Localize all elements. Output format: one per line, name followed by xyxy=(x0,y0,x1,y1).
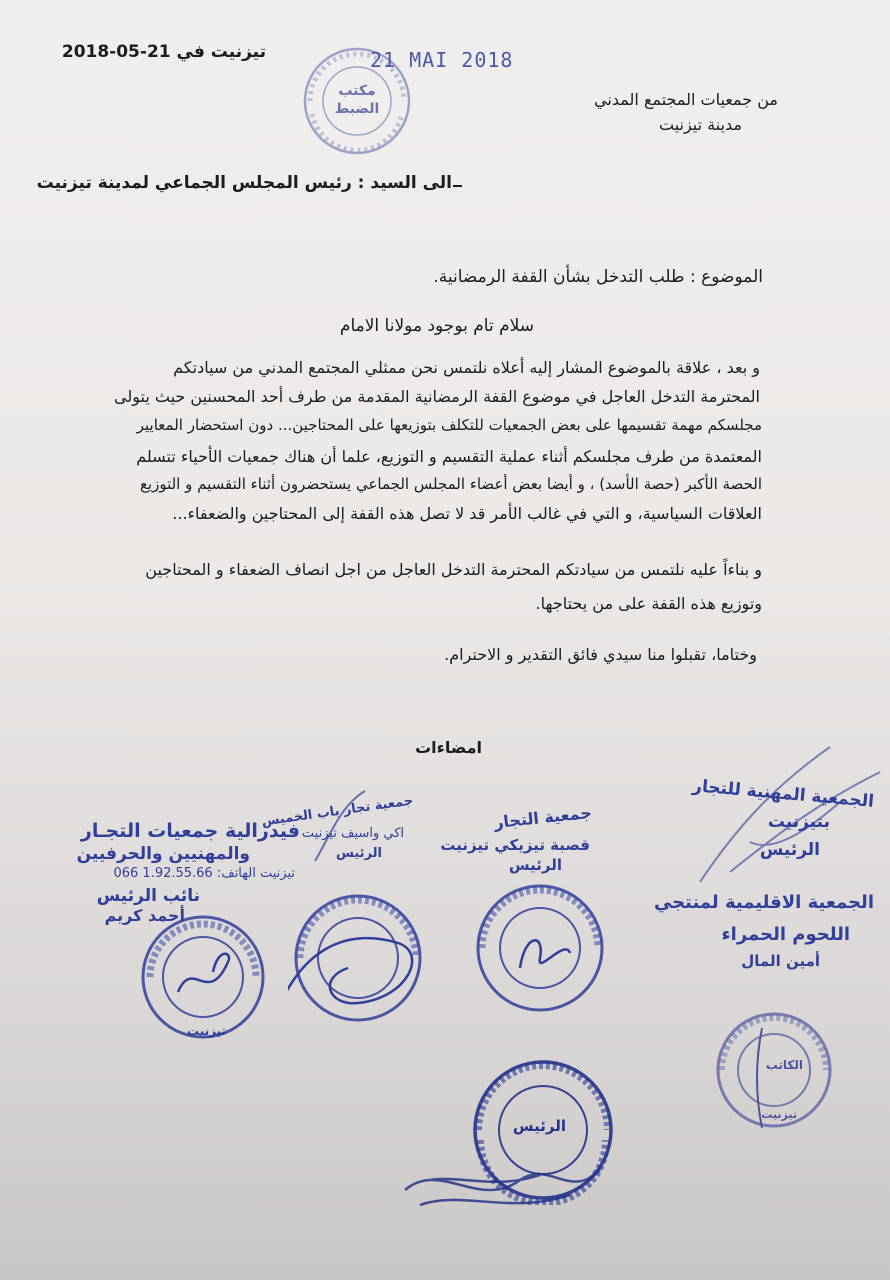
body-line: و بعد ، علاقة بالموضوع المشار إليه أعلاه نلتمس نحن ممثلي المجتمع المدني من سيادتكم xyxy=(173,358,760,377)
traders-qasba-name-2: قصبة تيزيكي تيزنيت xyxy=(440,836,590,854)
seal-secretary-city: تيزنيت xyxy=(761,1108,797,1121)
recipient-text: الى السيد : رئيس المجلس الجماعي لمدينة تيزنيت xyxy=(36,173,452,193)
subject-line: الموضوع : طلب التدخل بشأن القفة الرمضانية. xyxy=(433,267,763,287)
professional-name-2: بتيزنيت xyxy=(767,812,830,832)
traders-qasba-role: الرئيس xyxy=(508,856,562,874)
traders-bab-name-1: جمعية تجار باب الخميس xyxy=(260,793,415,830)
traders-bab-name-2: اكي واسيف تيزنيت xyxy=(301,826,404,841)
round-seal-icon xyxy=(138,912,268,1042)
closing-line: وختاما، تقبلوا منا سيدي فائق التقدير و الاحترام. xyxy=(444,645,757,664)
federation-phone: 066 1.92.55.66 :تيزنيت الهاتف xyxy=(113,866,295,881)
greeting-line: سلام تام بوجود مولانا الامام xyxy=(339,316,534,336)
seal-federation xyxy=(138,912,268,1042)
meat-name-2: اللحوم الحمراء xyxy=(721,924,850,945)
round-seal-icon xyxy=(288,888,428,1028)
signature-scribble-icon xyxy=(310,786,380,866)
federation-name-2: والمهنيين والحرفيين xyxy=(76,844,250,864)
body-line: المعتمدة من طرف مجلسكم أثناء عملية التقسيم و التوزيع، علما أن هناك جمعيات الأحياء تتسلم xyxy=(136,447,762,466)
received-stamp-date: 21 MAI 2018 xyxy=(370,48,514,72)
date-value: 2018-05-21 xyxy=(61,42,171,62)
signature-scribble-icon xyxy=(400,1120,630,1230)
seal-federation-city: تيزنيت xyxy=(187,1024,226,1038)
seal-secretary xyxy=(712,1008,837,1133)
meat-name-1: الجمعية الاقليمية لمنتجي xyxy=(653,892,874,913)
seal-traders-bab xyxy=(288,888,428,1028)
traders-bab-role: الرئيس xyxy=(336,846,382,861)
recipient-dash xyxy=(453,185,462,187)
body-line: العلاقات السياسية، و التي في غالب الأمر قد لا تصل هذه القفة إلى المحتاجين والضعفاء... xyxy=(172,504,762,523)
signature-scribble-icon xyxy=(690,742,890,892)
received-stamp-text: مكتب الضبط xyxy=(334,83,380,117)
body-line: المحترمة التدخل العاجل في موضوع القفة الرمضانية المقدمة من طرف أحد المحسنين حيث يتولى xyxy=(114,387,760,406)
date-line xyxy=(62,42,266,62)
seal-traders-qasba xyxy=(470,878,610,1018)
request-line: و بناءاً عليه نلتمس من سيادتكم المحترمة التدخل العاجل من اجل انصاف الضعفاء و المحتاجين xyxy=(145,560,762,579)
meat-role: أمين المال xyxy=(741,952,820,970)
federation-person: أحمد كريم xyxy=(104,906,185,925)
traders-qasba-name-1: جمعية التجار xyxy=(493,802,593,833)
round-seal-icon xyxy=(470,878,610,1018)
seal-president-role: الرئيس xyxy=(512,1117,566,1135)
signatures-title: امضاءات xyxy=(415,738,482,757)
federation-role: نائب الرئيس xyxy=(96,886,200,906)
body-line: مجلسكم مهمة تقسيمها على بعض الجمعيات للتكلف بتوزيعها على المحتاجين... دون استحضار المعايير xyxy=(136,416,762,434)
from-line-1: من جمعيات المجتمع المدني xyxy=(594,90,778,109)
professional-role: الرئيس xyxy=(759,840,820,860)
seal-secretary-role: الكاتب xyxy=(765,1058,803,1072)
date-prefix: تيزنيت في xyxy=(176,42,266,62)
request-line: وتوزيع هذه القفة على من يحتاجها. xyxy=(535,594,762,613)
from-line-2: مدينة تيزنيت xyxy=(658,115,742,134)
professional-name-1: الجمعية المهنية للتجار xyxy=(691,776,875,812)
federation-name-1: فيدرالية جمعيات التجـار xyxy=(80,820,300,842)
body-line: الحصة الأكبر (حصة الأسد) ، و أيضا بعض أعضاء المجلس الجماعي يستحضرون أثناء التقسيم و التوزيع xyxy=(139,475,762,493)
recipient-line xyxy=(37,173,452,193)
